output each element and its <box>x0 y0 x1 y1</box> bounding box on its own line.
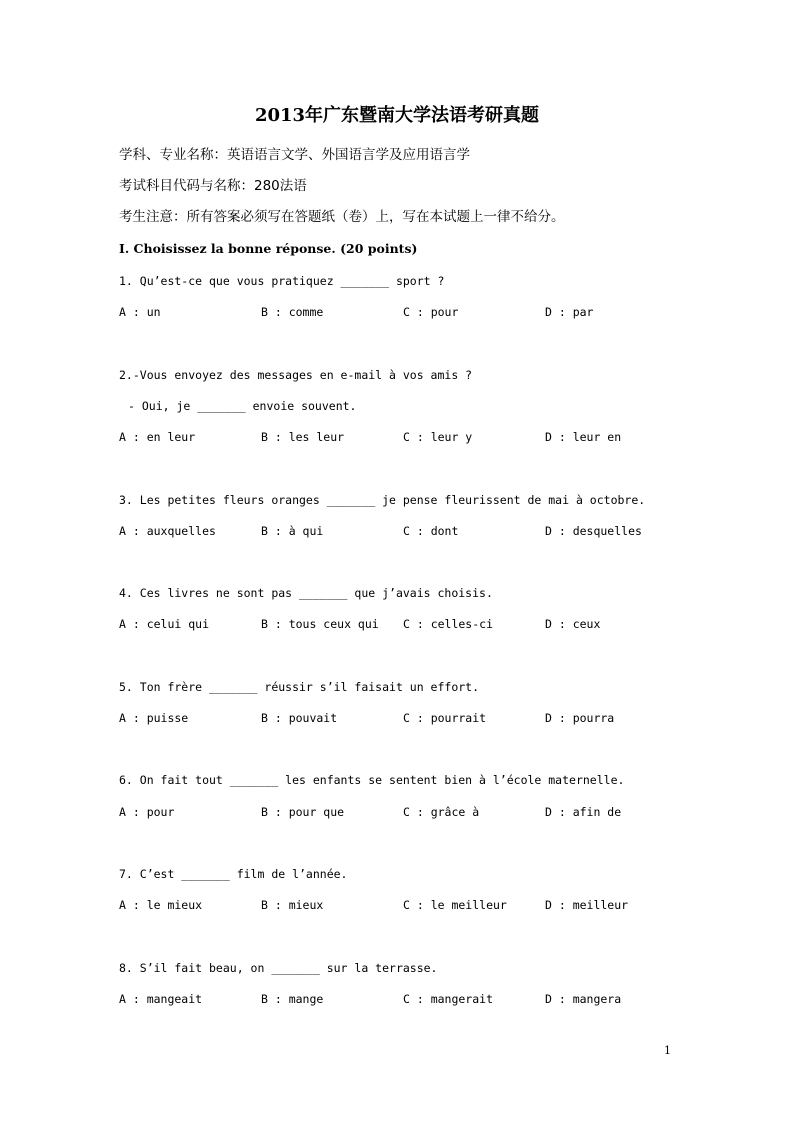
option-c: C : dont <box>403 524 459 538</box>
question-text: 6. On fait tout _______ les enfants se sentent bien à l’école maternelle. <box>119 773 625 787</box>
option-a: A : puisse <box>119 711 189 725</box>
option-c: C : pourrait <box>403 711 487 725</box>
option-b: B : mieux <box>261 898 324 912</box>
option-b: B : pouvait <box>261 711 338 725</box>
option-d: D : ceux <box>545 617 601 631</box>
question-text: 4. Ces livres ne sont pas _______ que j’avais choisis. <box>119 586 493 600</box>
page-number: 1 <box>664 1044 671 1057</box>
option-d: D : afin de <box>545 805 622 819</box>
option-a: A : le mieux <box>119 898 203 912</box>
question-text: 7. C’est _______ film de l’année. <box>119 867 348 881</box>
option-a: A : mangeait <box>119 992 203 1006</box>
question-text: 3. Les petites fleurs oranges _______ je pense fleurissent de mai à octobre. <box>119 493 646 507</box>
notice-line: 考生注意：所有答案必须写在答题纸（卷）上，写在本试题上一律不给分。 <box>119 209 565 225</box>
question-text: 2.-Vous envoyez des messages en e-mail à vos amis ? <box>119 368 473 382</box>
option-b: B : les leur <box>261 430 345 444</box>
option-d: D : par <box>545 305 594 319</box>
option-d: D : meilleur <box>545 898 629 912</box>
option-a: A : en leur <box>119 430 196 444</box>
option-d: D : leur en <box>545 430 622 444</box>
option-c: C : mangerait <box>403 992 494 1006</box>
question-text: 1. Qu’est-ce que vous pratiquez _______ sport ? <box>119 274 445 288</box>
options-row <box>119 991 719 1007</box>
options-row <box>119 523 719 539</box>
option-b: B : mange <box>261 992 324 1006</box>
option-c: C : leur y <box>403 430 473 444</box>
option-b: B : comme <box>261 305 324 319</box>
exam-code-line: 考试科目代码与名称：280法语 <box>119 178 307 194</box>
option-b: B : tous ceux qui <box>261 617 379 631</box>
question-text: 5. Ton frère _______ réussir s’il faisait un effort. <box>119 680 480 694</box>
option-a: A : pour <box>119 805 175 819</box>
page-title: 2013年广东暨南大学法语考研真题 <box>254 105 540 126</box>
question-subline: - Oui, je _______ envoie souvent. <box>128 399 357 413</box>
option-c: C : le meilleur <box>403 898 507 912</box>
option-a: A : celui qui <box>119 617 210 631</box>
option-d: D : mangera <box>545 992 622 1006</box>
question-text: 8. S’il fait beau, on _______ sur la terrasse. <box>119 961 438 975</box>
option-c: C : grâce à <box>403 805 480 819</box>
options-row <box>119 429 719 445</box>
option-c: C : pour <box>403 305 459 319</box>
option-a: A : un <box>119 305 161 319</box>
options-row <box>119 304 719 320</box>
section-heading: I. Choisissez la bonne réponse. (20 points) <box>119 241 418 256</box>
options-row <box>119 804 719 820</box>
option-c: C : celles-ci <box>403 617 494 631</box>
options-row <box>119 616 719 632</box>
option-b: B : à qui <box>261 524 324 538</box>
subject-line: 学科、专业名称：英语语言文学、外国语言学及应用语言学 <box>119 147 470 163</box>
options-row <box>119 710 719 726</box>
option-d: D : pourra <box>545 711 615 725</box>
option-b: B : pour que <box>261 805 345 819</box>
option-a: A : auxquelles <box>119 524 216 538</box>
options-row <box>119 897 719 913</box>
option-d: D : desquelles <box>545 524 642 538</box>
